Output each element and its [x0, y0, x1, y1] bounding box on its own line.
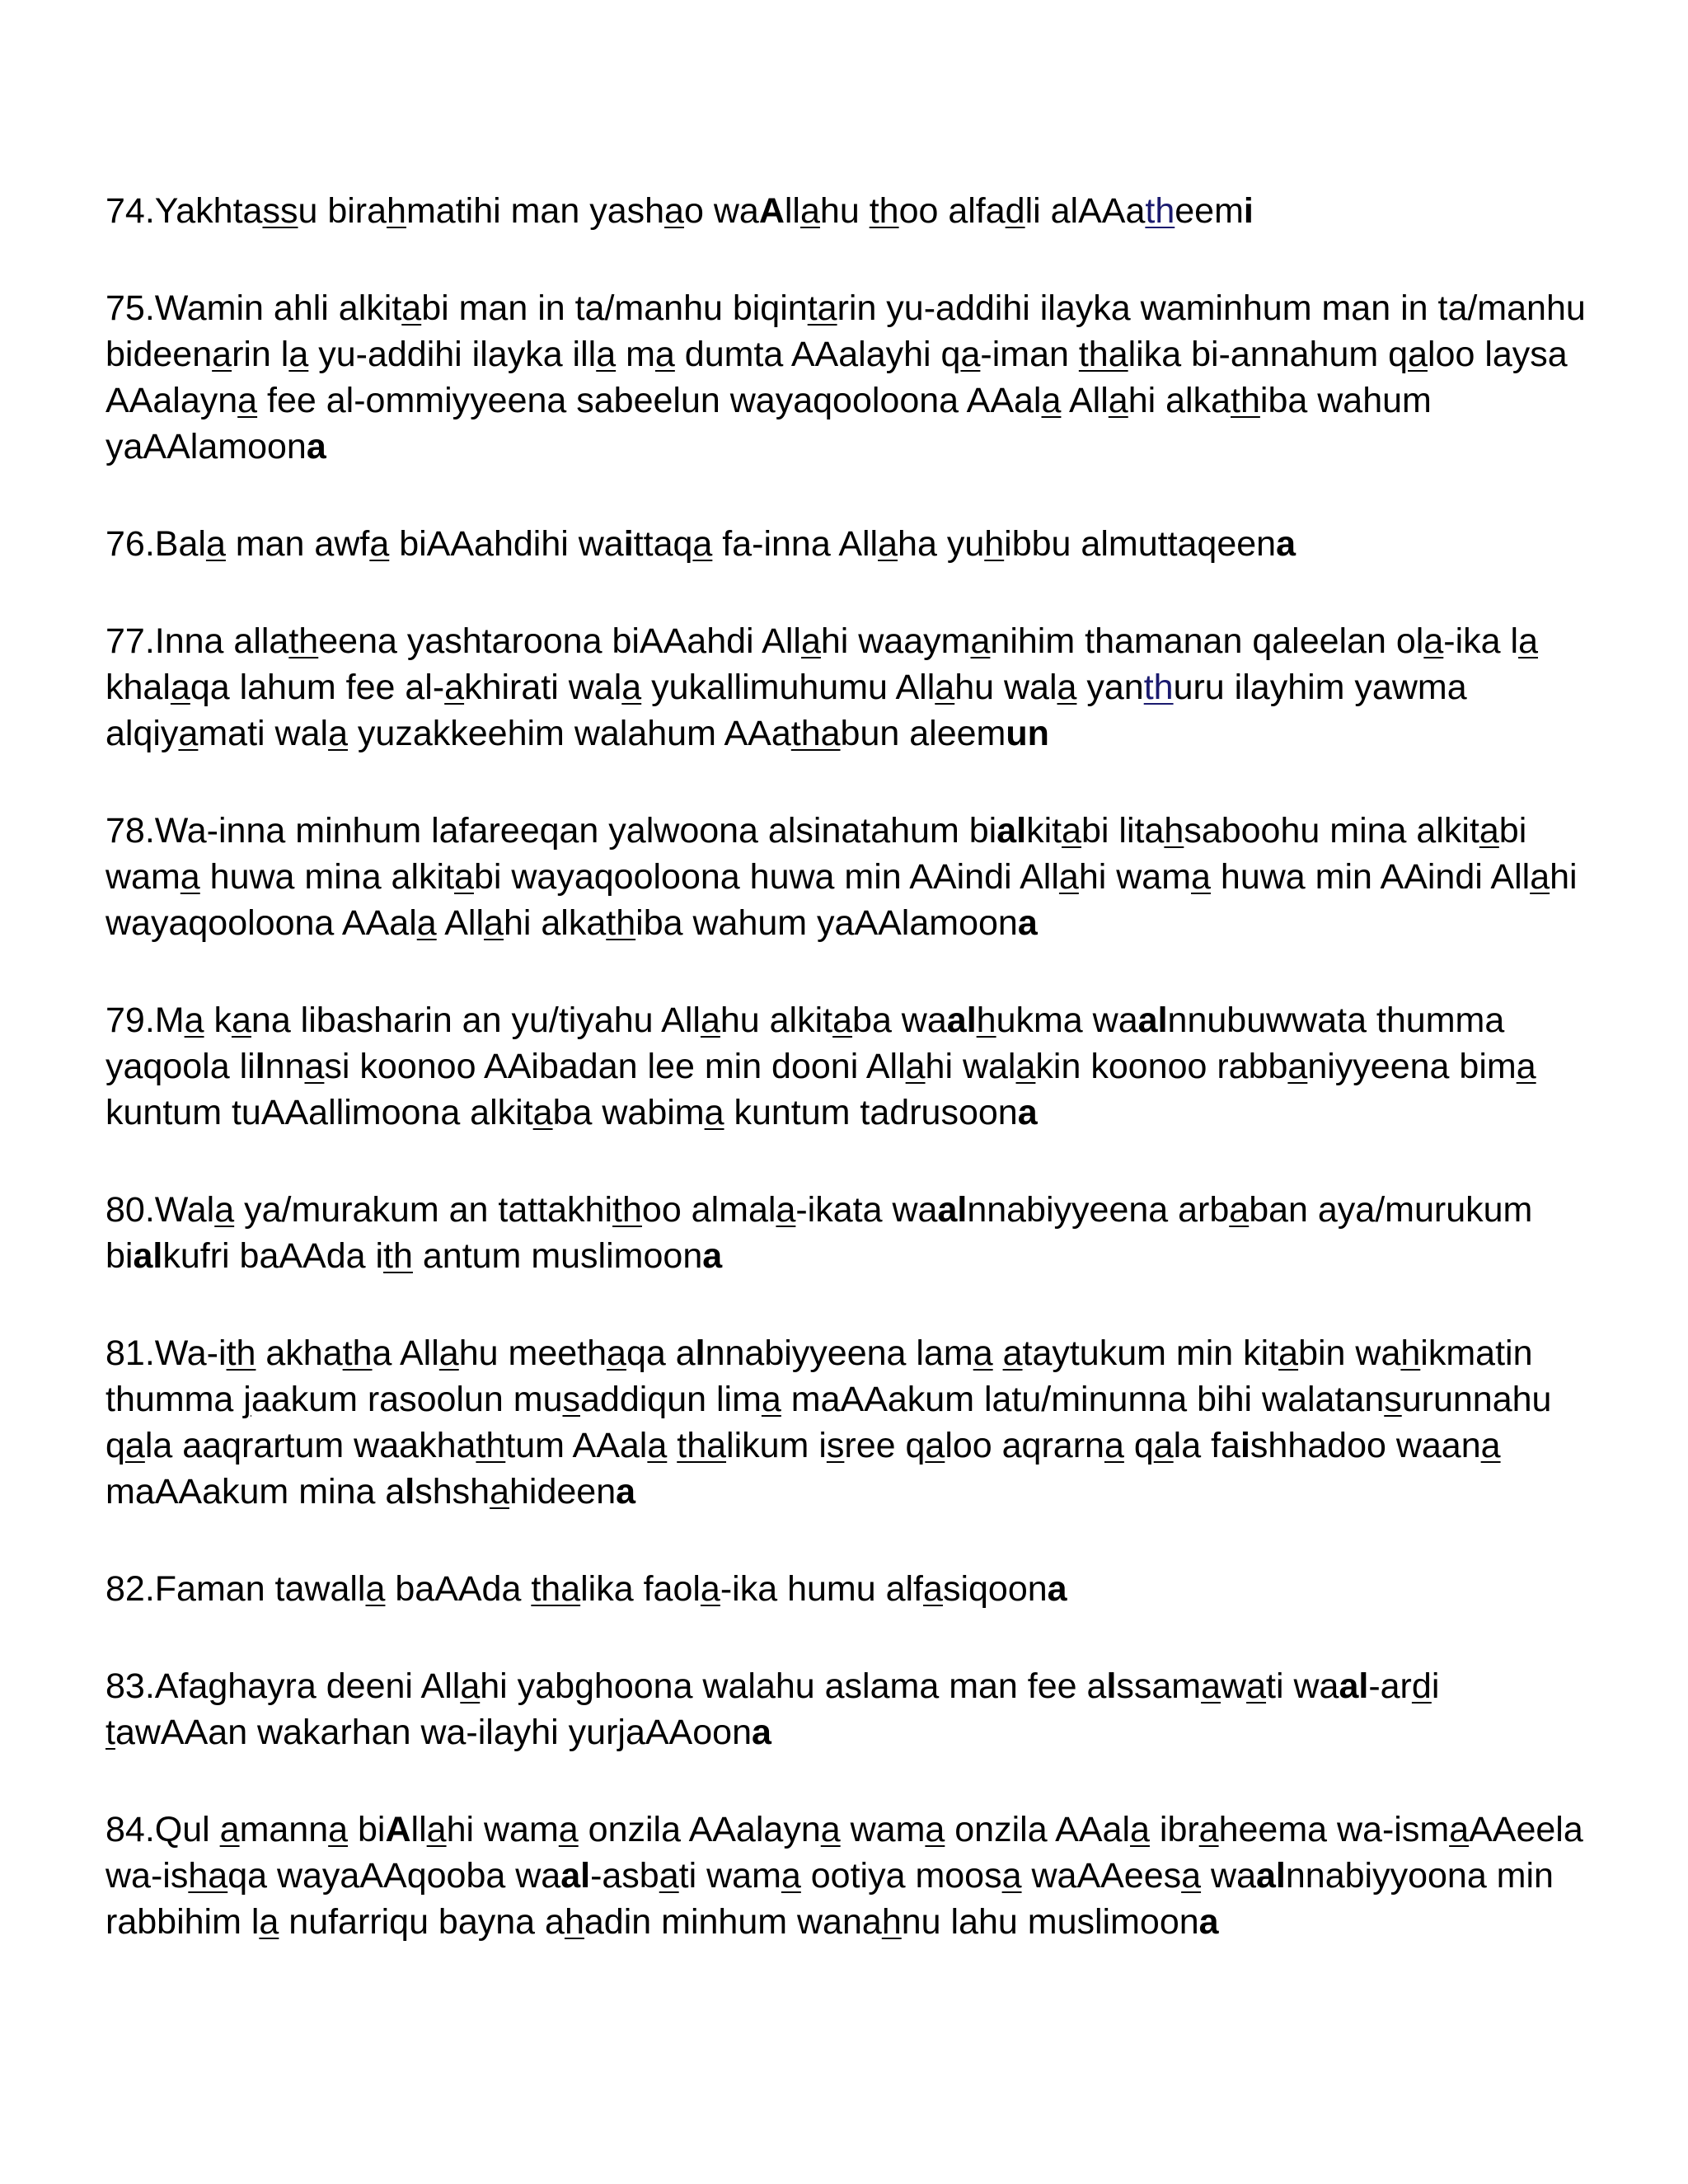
verse-text-segment: nufarriqu bayna a: [279, 1902, 565, 1942]
verse-text-segment: ss: [262, 191, 298, 231]
verse-text-segment: a: [607, 1333, 626, 1373]
verse-text-segment: li alAAa: [1025, 191, 1146, 231]
verse-text-segment: ti wam: [678, 1856, 781, 1896]
verse-text-segment: a: [925, 1810, 945, 1849]
verse-text-segment: h: [1164, 811, 1184, 851]
verse-text-segment: al: [1255, 1856, 1286, 1896]
verse-text-segment: a: [1108, 381, 1128, 420]
verse-text-segment: kin koonoo rabb: [1035, 1047, 1288, 1086]
verse-text-segment: th: [1231, 381, 1260, 420]
verse-text-segment: bi wam: [106, 811, 1527, 897]
verse-text-segment: na libasharin an yu/tiyahu All: [251, 1001, 701, 1040]
verse-text-segment: a: [205, 524, 226, 564]
verse-text-segment: th: [226, 1333, 256, 1373]
verse-text-segment: ba wabim: [552, 1093, 705, 1132]
verse-text-segment: hi wam: [1078, 857, 1192, 897]
verse-text-segment: AAeela wa-is: [106, 1810, 1583, 1896]
verse-text-segment: a: [1276, 524, 1296, 564]
verse-text-segment: akha: [256, 1333, 343, 1373]
verse-text-segment: t: [106, 1713, 115, 1752]
verse-text-segment: h: [564, 1902, 584, 1942]
verse-84: [106, 1807, 1589, 1945]
verse-text-segment: a: [1041, 381, 1062, 420]
verse-text-segment: a: [1201, 1666, 1221, 1706]
verse-text-segment: hi alka: [503, 903, 607, 943]
verse-text-segment: a: [820, 1810, 841, 1849]
verse-text-segment: huwa min AAindi All: [1210, 857, 1531, 897]
verse-text-segment: a: [454, 857, 474, 897]
verse-text-segment: a: [426, 1810, 447, 1849]
verse-text-segment: antum muslimoon: [412, 1236, 703, 1276]
verse-text-segment: a: [1002, 1333, 1023, 1373]
verse-text-segment: a: [973, 1333, 993, 1373]
verse-list: [106, 188, 1589, 1945]
verse-text-segment: loo aqrarn: [945, 1426, 1104, 1465]
verse-82: [106, 1566, 1589, 1612]
verse-text-segment: bi: [348, 1810, 386, 1849]
verse-text-segment: ya/murakum an tattakhi: [234, 1190, 613, 1230]
verse-text-segment: a: [935, 668, 955, 707]
verse-text-segment: a: [178, 714, 199, 753]
verse-text-segment: khal: [106, 668, 171, 707]
verse-text-segment: u bira: [298, 191, 387, 231]
verse-text-segment: a: [970, 621, 991, 661]
verse-text-segment: a: [444, 668, 465, 707]
verse-text-segment: All: [436, 903, 485, 943]
verse-78: [106, 808, 1589, 946]
verse-text-segment: hu alkit: [720, 1001, 833, 1040]
verse-text-segment: wa: [1201, 1856, 1256, 1896]
verse-text-segment: i: [1431, 1666, 1440, 1706]
verse-79: [106, 997, 1589, 1136]
verse-text-segment: a: [923, 1569, 943, 1609]
verse-text-segment: 80.Wal: [106, 1190, 215, 1230]
verse-text-segment: nihim thamanan qaleelan ol: [990, 621, 1424, 661]
verse-text-segment: [667, 1426, 677, 1465]
verse-text-segment: tha: [677, 1426, 727, 1465]
verse-text-segment: h: [984, 524, 1005, 564]
verse-text-segment: ta: [807, 288, 837, 328]
verse-text-segment: a: [702, 1236, 723, 1276]
verse-text-segment: nu lahu muslimoon: [901, 1902, 1199, 1942]
verse-text-segment: a: [1153, 1426, 1174, 1465]
verse-text-segment: kufri baAAda i: [162, 1236, 384, 1276]
verse-text-segment: al: [133, 1236, 163, 1276]
verse-text-segment: 77.Inna alla: [106, 621, 289, 661]
verse-text-segment: o wa: [683, 191, 759, 231]
verse-text-segment: h: [1400, 1333, 1421, 1373]
verse-text-segment: l: [1106, 1666, 1117, 1706]
verse-text-segment: s: [562, 1380, 580, 1419]
verse-text-segment: baAAda: [385, 1569, 532, 1609]
verse-text-segment: h: [387, 191, 406, 231]
verse-text-segment: th: [1145, 191, 1175, 231]
verse-text-segment: a: [751, 1713, 771, 1752]
verse-text-segment: m: [616, 335, 655, 374]
verse-text-segment: yuzakkeehim walahum AAa: [347, 714, 791, 753]
verse-text-segment: rin l: [232, 335, 289, 374]
verse-text-segment: ba wa: [852, 1001, 947, 1040]
verse-text-segment: a: [212, 335, 232, 374]
verse-text-segment: -ikata wa: [795, 1190, 938, 1230]
verse-text-segment: siqoon: [942, 1569, 1048, 1609]
verse-text-segment: nnabiyyoona min rabbihim l: [106, 1856, 1554, 1942]
verse-text-segment: al: [937, 1190, 968, 1230]
verse-text-segment: a: [460, 1666, 481, 1706]
verse-text-segment: al: [1137, 1001, 1168, 1040]
verse-text-segment: nnabiyyeena lam: [705, 1333, 973, 1373]
verse-text-segment: a: [905, 1047, 926, 1086]
verse-text-segment: onzila AAal: [945, 1810, 1131, 1849]
verse-text-segment: th: [869, 191, 899, 231]
verse-text-segment: hu: [819, 191, 870, 231]
verse-text-segment: dumta AAalayhi q: [674, 335, 961, 374]
verse-text-segment: j: [243, 1380, 251, 1419]
verse-text-segment: a: [1423, 621, 1444, 661]
verse-text-segment: uru ilayhim yawma alqiy: [106, 668, 1467, 753]
verse-text-segment: a: [1047, 1569, 1067, 1609]
verse-text-segment: a: [532, 1093, 553, 1132]
verse-text-segment: hi wam: [446, 1810, 559, 1849]
verse-text-segment: a: [1104, 1426, 1124, 1465]
verse-text-segment: ti wa: [1266, 1666, 1339, 1706]
verse-text-segment: a: [800, 621, 821, 661]
verse-text-segment: aakum rasoolun mu: [251, 1380, 563, 1419]
verse-text-segment: th: [1143, 668, 1174, 707]
verse-text-segment: 74.Yakhta: [106, 191, 263, 231]
verse-text-segment: ootiya moos: [800, 1856, 1002, 1896]
verse-text-segment: hi yabghoona walahu aslama man fee a: [480, 1666, 1107, 1706]
verse-text-segment: th: [288, 621, 319, 661]
verse-text-segment: maAAakum mina a: [106, 1472, 406, 1511]
verse-text-segment: awAAan wakarhan wa-ilayhi yurjaAAoon: [115, 1713, 752, 1752]
verse-text-segment: i: [623, 524, 634, 564]
verse-text-segment: hi alka: [1128, 381, 1231, 420]
verse-text-segment: a: [558, 1810, 579, 1849]
verse-text-segment: w: [1221, 1666, 1247, 1706]
verse-text-segment: a: [401, 288, 422, 328]
verse-text-segment: a: [1130, 1810, 1150, 1849]
verse-81: [106, 1330, 1589, 1515]
verse-text-segment: a: [328, 1810, 349, 1849]
verse-text-segment: al: [946, 1001, 977, 1040]
verse-text-segment: a: [1479, 811, 1499, 851]
verse-text-segment: a: [878, 524, 898, 564]
verse-text-segment: a: [1017, 903, 1038, 943]
verse-76: [106, 521, 1589, 567]
verse-text-segment: a: [184, 1001, 204, 1040]
verse-text-segment: l: [255, 1047, 265, 1086]
verse-text-segment: h: [881, 1902, 902, 1942]
verse-text-segment: iba wahum yaAAlamoon: [635, 903, 1018, 943]
verse-text-segment: th: [342, 1333, 373, 1373]
verse-text-segment: ssam: [1116, 1666, 1202, 1706]
verse-text-segment: bi lita: [1081, 811, 1165, 851]
verse-text-segment: d: [1411, 1666, 1432, 1706]
verse-text-segment: niyyeena bim: [1307, 1047, 1517, 1086]
verse-text-segment: a: [1001, 1856, 1022, 1896]
verse-text-segment: a: [369, 524, 390, 564]
verse-text-segment: wam: [840, 1810, 926, 1849]
verse-text-segment: a: [654, 335, 675, 374]
verse-text-segment: lika faol: [580, 1569, 701, 1609]
verse-text-segment: -ika l: [1443, 621, 1519, 661]
verse-text-segment: 83.Afaghayra deeni All: [106, 1666, 461, 1706]
verse-text-segment: qa wayaAAqooba wa: [227, 1856, 561, 1896]
verse-text-segment: a: [438, 1333, 459, 1373]
verse-text-segment: a: [1408, 335, 1428, 374]
verse-text-segment: a: [1198, 1902, 1219, 1942]
verse-text-segment: ukma wa: [996, 1001, 1138, 1040]
verse-text-segment: a: [799, 191, 820, 231]
verse-text-segment: a: [1181, 1856, 1202, 1896]
verse-text-segment: a: [259, 1902, 279, 1942]
verse-text-segment: ree q: [844, 1426, 926, 1465]
verse-text-segment: fee al-ommiyyeena sabeelun wayaqooloona AAal: [257, 381, 1042, 420]
verse-text-segment: a: [659, 1856, 679, 1896]
verse-text-segment: likum i: [726, 1426, 827, 1465]
verse-text-segment: s: [826, 1426, 845, 1465]
verse-text-segment: hideen: [509, 1472, 617, 1511]
verse-text-segment: a: [1017, 1093, 1038, 1132]
verse-text-segment: th: [383, 1236, 413, 1276]
verse-text-segment: shhadoo waan: [1250, 1426, 1481, 1465]
verse-text-segment: kuntum tadrusoon: [724, 1093, 1018, 1132]
verse-text-segment: a: [1198, 1810, 1219, 1849]
verse-text-segment: a: [1057, 668, 1077, 707]
verse-text-segment: al: [1339, 1666, 1369, 1706]
verse-text-segment: taytukum min kit: [1022, 1333, 1279, 1373]
verse-text-segment: mati wal: [198, 714, 329, 753]
verse-text-segment: a: [237, 381, 258, 420]
verse-text-segment: a: [704, 1093, 724, 1132]
verse-text-segment: i: [1240, 1426, 1250, 1465]
verse-text-segment: ha: [188, 1856, 228, 1896]
verse-74: [106, 188, 1589, 234]
verse-text-segment: a: [647, 1426, 668, 1465]
verse-text-segment: man awf: [225, 524, 370, 564]
verse-text-segment: a: [124, 1426, 145, 1465]
verse-text-segment: yu-addihi ilayka ill: [308, 335, 597, 374]
verse-text-segment: maAAakum latu/minunna bihi walatan: [781, 1380, 1385, 1419]
verse-text-segment: a: [288, 335, 309, 374]
verse-text-segment: huwa mina alkit: [199, 857, 455, 897]
verse-text-segment: kit: [1026, 811, 1062, 851]
verse-text-segment: heema wa-ism: [1218, 1810, 1450, 1849]
verse-text-segment: biAAahdihi wa: [389, 524, 624, 564]
verse-text-segment: addiqun lim: [579, 1380, 762, 1419]
verse-text-segment: a: [700, 1001, 720, 1040]
verse-text-segment: a: [832, 1001, 853, 1040]
verse-text-segment: th: [612, 1190, 642, 1230]
verse-text-segment: a: [776, 1190, 796, 1230]
verse-text-segment: l: [405, 1472, 415, 1511]
verse-text-segment: saboohu mina alkit: [1184, 811, 1479, 851]
verse-text-segment: mann: [239, 1810, 329, 1849]
verse-text-segment: -ika humu alf: [720, 1569, 924, 1609]
verse-text-segment: nnubuwwata thumma yaqoola li: [106, 1001, 1505, 1086]
verse-text-segment: tum AAal: [505, 1426, 648, 1465]
verse-text-segment: a: [180, 857, 200, 897]
verse-text-segment: qa a: [626, 1333, 696, 1373]
verse-text-segment: a: [1287, 1047, 1308, 1086]
verse-83: [106, 1663, 1589, 1755]
verse-text-segment: [993, 1333, 1003, 1373]
verse-text-segment: 78.Wa-inna minhum lafareeqan yalwoona alsinatahum bi: [106, 811, 997, 851]
verse-text-segment: hi wal: [925, 1047, 1016, 1086]
verse-text-segment: a: [596, 335, 617, 374]
verse-text-segment: a: [925, 1426, 945, 1465]
verse-text-segment: l: [695, 1333, 706, 1373]
verse-text-segment: a All: [372, 1333, 439, 1373]
verse-text-segment: eena yashtaroona biAAahdi All: [318, 621, 801, 661]
verse-text-segment: oo alfa: [898, 191, 1006, 231]
verse-text-segment: ibr: [1149, 1810, 1199, 1849]
verse-text-segment: oo almal: [641, 1190, 776, 1230]
verse-text-segment: A: [385, 1810, 411, 1849]
verse-text-segment: loo laysa AAalayn: [106, 335, 1568, 420]
verse-text-segment: fa-inna All: [712, 524, 879, 564]
verse-text-segment: hi wayaqooloona AAal: [106, 857, 1578, 943]
verse-text-segment: a: [304, 1047, 325, 1086]
verse-text-segment: a: [1015, 1047, 1036, 1086]
verse-text-segment: shsh: [415, 1472, 490, 1511]
verse-text-segment: bi man in ta/manhu biqin: [421, 288, 808, 328]
verse-text-segment: ikmatin thumma: [106, 1333, 1533, 1419]
verse-text-segment: a: [616, 1472, 636, 1511]
verse-text-segment: k: [204, 1001, 232, 1040]
verse-text-segment: al: [996, 811, 1027, 851]
verse-text-segment: eem: [1175, 191, 1244, 231]
verse-text-segment: 82.Faman tawall: [106, 1569, 366, 1609]
verse-text-segment: urunnahu q: [106, 1380, 1552, 1465]
verse-text-segment: a: [621, 668, 642, 707]
verse-text-segment: tha: [1078, 335, 1128, 374]
verse-text-segment: d: [1005, 191, 1025, 231]
verse-text-segment: ll: [410, 1810, 427, 1849]
verse-text-segment: a: [490, 1472, 509, 1511]
verse-text-segment: al: [560, 1856, 591, 1896]
verse-text-segment: ha yu: [898, 524, 985, 564]
verse-text-segment: a: [328, 714, 348, 753]
verse-text-segment: a: [365, 1569, 386, 1609]
verse-text-segment: A: [758, 191, 785, 231]
verse-text-segment: a: [960, 335, 981, 374]
verse-text-segment: a: [1530, 857, 1550, 897]
verse-text-segment: a: [170, 668, 190, 707]
verse-text-segment: -iman: [980, 335, 1079, 374]
verse-text-segment: 79.M: [106, 1001, 185, 1040]
verse-text-segment: a: [1062, 811, 1081, 851]
verse-text-segment: bi wayaqooloona huwa min AAindi All: [473, 857, 1059, 897]
verse-text-segment: a: [484, 903, 504, 943]
verse-text-segment: qa lahum fee al-: [190, 668, 445, 707]
verse-text-segment: a: [1058, 857, 1079, 897]
verse-text-segment: yukallimuhumu All: [641, 668, 935, 707]
verse-text-segment: a: [1516, 1047, 1536, 1086]
verse-text-segment: a: [231, 1001, 251, 1040]
verse-text-segment: -asb: [590, 1856, 659, 1896]
verse-text-segment: a: [664, 191, 684, 231]
verse-text-segment: h: [976, 1001, 996, 1040]
verse-80: [106, 1187, 1589, 1279]
verse-text-segment: th: [606, 903, 636, 943]
verse-text-segment: un: [1006, 714, 1049, 753]
verse-text-segment: hu wal: [954, 668, 1057, 707]
verse-text-segment: a: [692, 524, 713, 564]
verse-text-segment: lika bi-annahum q: [1128, 335, 1409, 374]
verse-text-segment: ibbu almuttaqeen: [1004, 524, 1277, 564]
verse-text-segment: a: [416, 903, 437, 943]
verse-text-segment: la aaqrartum waakha: [144, 1426, 476, 1465]
verse-text-segment: khirati wal: [464, 668, 622, 707]
verse-text-segment: a: [1518, 621, 1538, 661]
verse-text-segment: th: [476, 1426, 506, 1465]
verse-text-segment: a: [1480, 1426, 1501, 1465]
verse-text-segment: a: [761, 1380, 781, 1419]
verse-text-segment: a: [1229, 1190, 1250, 1230]
verse-text-segment: la fa: [1173, 1426, 1240, 1465]
verse-text-segment: 84.Qul: [106, 1810, 220, 1849]
verse-text-segment: si koonoo AAibadan lee min dooni All: [324, 1047, 906, 1086]
verse-text-segment: a: [1278, 1333, 1299, 1373]
verse-text-segment: ban aya/murukum bi: [106, 1190, 1533, 1276]
verse-text-segment: iba wahum yaAAlamoon: [106, 381, 1432, 466]
verse-text-segment: i: [1243, 191, 1254, 231]
verse-text-segment: All: [1061, 381, 1109, 420]
verse-text-segment: tha: [531, 1569, 581, 1609]
verse-text-segment: bun aleem: [840, 714, 1006, 753]
verse-text-segment: a: [781, 1856, 801, 1896]
verse-text-segment: kuntum tuAAallimoona alkit: [106, 1093, 533, 1132]
verse-text-segment: 75.Wamin ahli alkit: [106, 288, 402, 328]
verse-text-segment: s: [1384, 1380, 1402, 1419]
verse-text-segment: tha: [790, 714, 841, 753]
verse-text-segment: q: [1123, 1426, 1154, 1465]
verse-77: [106, 618, 1589, 757]
verse-text-segment: hu meeth: [458, 1333, 607, 1373]
verse-text-segment: ll: [784, 191, 800, 231]
verse-75: [106, 285, 1589, 470]
verse-text-segment: nnabiyyeena arb: [967, 1190, 1230, 1230]
verse-text-segment: a: [306, 427, 326, 466]
verse-text-segment: waAAees: [1021, 1856, 1182, 1896]
verse-text-segment: a: [1191, 857, 1211, 897]
verse-text-segment: onzila AAalayn: [578, 1810, 821, 1849]
verse-text-segment: hi waaym: [820, 621, 971, 661]
verse-text-segment: nn: [265, 1047, 305, 1086]
verse-text-segment: adin minhum wana: [584, 1902, 882, 1942]
verse-text-segment: bin wa: [1298, 1333, 1401, 1373]
verse-text-segment: a: [1449, 1810, 1470, 1849]
verse-text-segment: 81.Wa-i: [106, 1333, 227, 1373]
verse-text-segment: rin yu-addihi ilayka waminhum man in ta/manhu bideen: [106, 288, 1586, 374]
verse-text-segment: a: [219, 1810, 240, 1849]
verse-text-segment: matihi man yash: [406, 191, 665, 231]
verse-text-segment: ttaq: [633, 524, 693, 564]
verse-text-segment: a: [1246, 1666, 1267, 1706]
verse-text-segment: 76.Bal: [106, 524, 206, 564]
verse-text-segment: a: [214, 1190, 235, 1230]
verse-text-segment: a: [700, 1569, 720, 1609]
verse-text-segment: -ar: [1368, 1666, 1412, 1706]
verse-text-segment: yan: [1076, 668, 1144, 707]
